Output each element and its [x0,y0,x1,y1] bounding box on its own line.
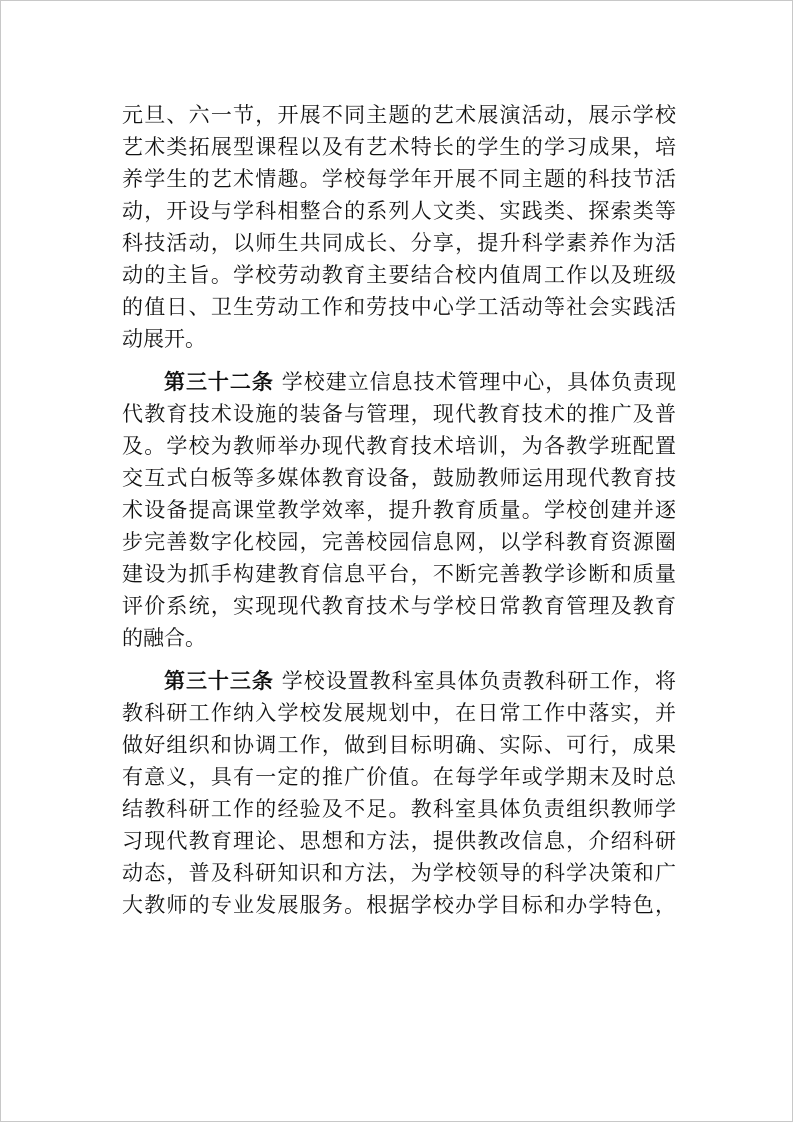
article-number: 第三十二条 [164,370,274,394]
article-33-paragraph [122,665,676,921]
text-line: 代教育技术设施的装备与管理，现代教育技术的推广及普 [122,402,676,426]
text-line: 动的主旨。学校劳动教育主要结合校内值周工作以及班级 [122,263,676,287]
text-line: 有意义，具有一定的推广价值。在每学年或学期末及时总 [122,765,676,789]
text-line: 艺术类拓展型课程以及有艺术特长的学生的学习成果，培 [122,135,676,159]
text-line: 交互式白板等多媒体教育设备，鼓励教师运用现代教育技 [122,466,676,490]
text-line [122,366,676,398]
document-body [122,99,676,932]
article-text: 学校建立信息技术管理中心，具体负责现 [281,370,677,394]
text-line: 教科研工作纳入学校发展规划中，在日常工作中落实，并 [122,701,676,725]
text-line: 元旦、六一节，开展不同主题的艺术展演活动，展示学校 [122,103,676,127]
text-line: 的融合。 [122,626,206,650]
article-number: 第三十三条 [164,669,274,693]
text-line: 术设备提高课堂教学效率，提升教育质量。学校创建并逐 [122,498,676,522]
text-line: 动，开设与学科相整合的系列人文类、实践类、探索类等 [122,199,676,223]
text-line: 养学生的艺术情趣。学校每学年开展不同主题的科技节活 [122,167,676,191]
text-line: 及。学校为教师举办现代教育技术培训，为各教学班配置 [122,434,676,458]
paragraph-1 [122,99,676,355]
text-line: 的值日、卫生劳动工作和劳技中心学工活动等社会实践活 [122,295,676,319]
article-text: 学校设置教科室具体负责教科研工作，将 [281,669,677,693]
text-line: 评价系统，实现现代教育技术与学校日常教育管理及教育 [122,594,676,618]
text-line: 结教科研工作的经验及不足。教科室具体负责组织教师学 [122,797,676,821]
text-line: 步完善数字化校园，完善校园信息网，以学科教育资源圈 [122,530,676,554]
text-line: 科技活动，以师生共同成长、分享，提升科学素养作为活 [122,231,676,255]
article-32-paragraph [122,366,676,654]
text-line: 大教师的专业发展服务。根据学校办学目标和办学特色， [122,893,676,917]
text-line: 做好组织和协调工作，做到目标明确、实际、可行，成果 [122,733,676,757]
text-line: 建设为抓手构建教育信息平台，不断完善教学诊断和质量 [122,562,676,586]
text-line: 动展开。 [122,327,206,351]
text-line [122,665,676,697]
text-line: 动态，普及科研知识和方法，为学校领导的科学决策和广 [122,861,676,885]
text-line: 习现代教育理论、思想和方法，提供教改信息，介绍科研 [122,829,676,853]
